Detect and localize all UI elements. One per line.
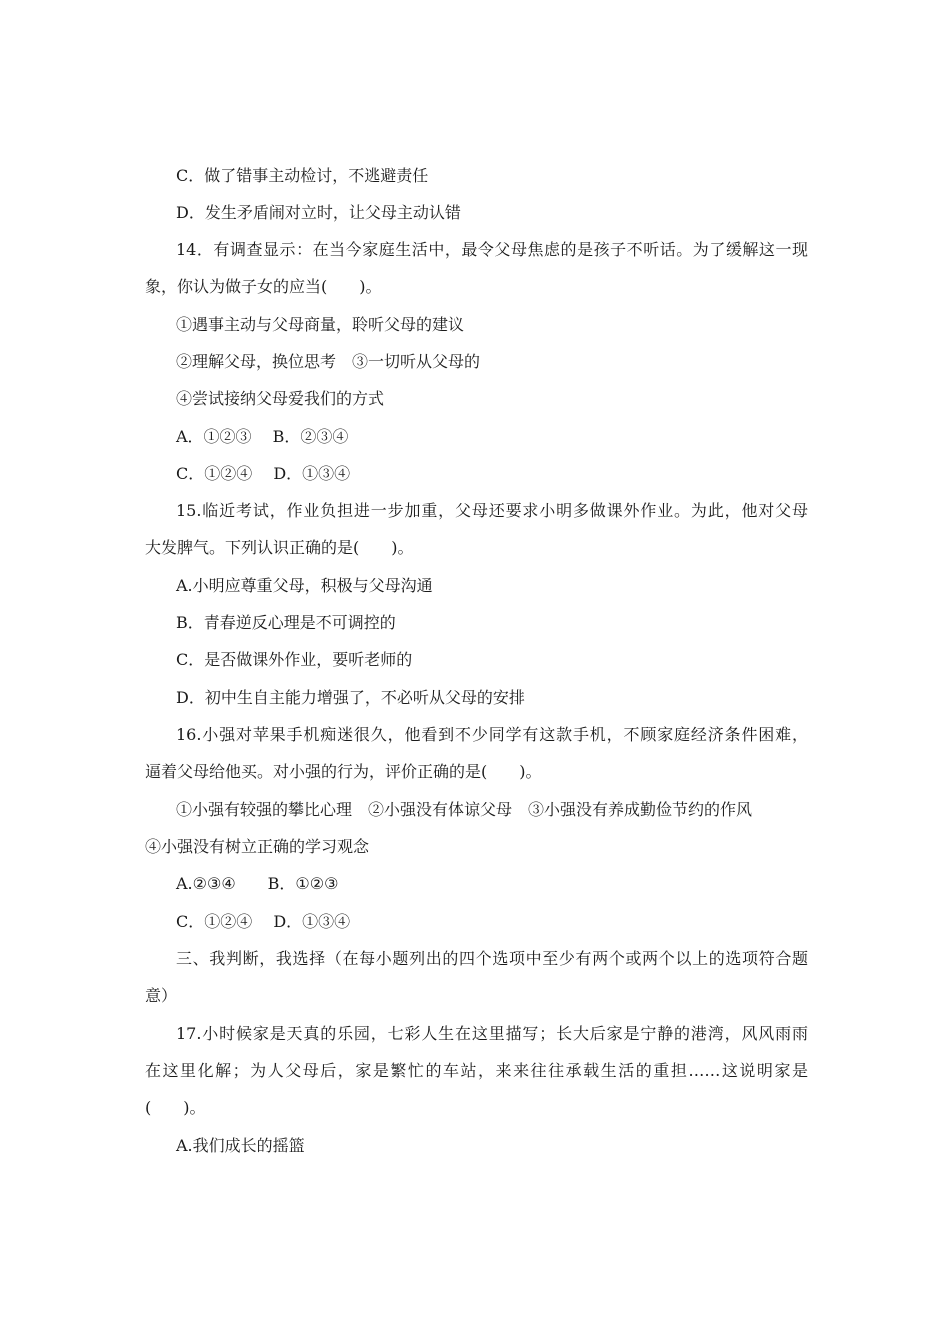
question-16-options-ab: A.②③④ B．①②③ [176, 874, 339, 893]
question-15-line-1: 15.临近考试，作业负担进一步加重，父母还要求小明多做课外作业。为此，他对父母 [176, 501, 808, 520]
question-14-statement-4: ④尝试接纳父母爱我们的方式 [176, 389, 385, 408]
option-17a: A.我们成长的摇篮 [176, 1136, 305, 1155]
question-17-line-3: ( )。 [145, 1098, 206, 1117]
option-13d: D．发生矛盾闹对立时，让父母主动认错 [176, 203, 461, 222]
section-3-heading-line-2: 意） [145, 986, 178, 1005]
question-17-line-2: 在这里化解；为人父母后，家是繁忙的车站，来来往往承载生活的重担……这说明家是 [145, 1061, 808, 1080]
question-14-statement-2-3: ②理解父母，换位思考 ③一切听从父母的 [176, 352, 481, 371]
question-14-line-1: 14．有调查显示：在当今家庭生活中，最令父母焦虑的是孩子不听话。为了缓解这一现 [176, 240, 808, 259]
question-15-line-2: 大发脾气。下列认识正确的是( )。 [145, 538, 414, 557]
option-15d: D．初中生自主能力增强了，不必听从父母的安排 [176, 688, 525, 707]
section-3-heading-line-1: 三、我判断，我选择（在每小题列出的四个选项中至少有两个或两个以上的选项符合题 [176, 949, 808, 968]
question-16-line-2: 逼着父母给他买。对小强的行为，评价正确的是( )。 [145, 762, 542, 781]
question-14-options-ab: A．①②③ B．②③④ [176, 427, 349, 446]
question-17-line-1: 17.小时候家是天真的乐园，七彩人生在这里描写；长大后家是宁静的港湾，风风雨雨 [176, 1024, 808, 1043]
question-16-statements-1-3: ①小强有较强的攀比心理 ②小强没有体谅父母 ③小强没有养成勤俭节约的作风 [176, 800, 753, 819]
question-14-statement-1: ①遇事主动与父母商量，聆听父母的建议 [176, 315, 465, 334]
option-15b: B．青春逆反心理是不可调控的 [176, 613, 396, 632]
question-14-options-cd: C．①②④ D．①③④ [176, 464, 351, 483]
question-16-line-1: 16.小强对苹果手机痴迷很久，他看到不少同学有这款手机，不顾家庭经济条件困难， [176, 725, 808, 744]
option-13c: C．做了错事主动检讨，不逃避责任 [176, 166, 429, 185]
question-16-options-cd: C．①②④ D．①③④ [176, 912, 351, 931]
option-15a: A.小明应尊重父母，积极与父母沟通 [176, 576, 433, 595]
question-14-line-2: 象，你认为做子女的应当( )。 [145, 277, 382, 296]
option-15c: C．是否做课外作业，要听老师的 [176, 650, 413, 669]
question-16-statement-4: ④小强没有树立正确的学习观念 [145, 837, 370, 856]
